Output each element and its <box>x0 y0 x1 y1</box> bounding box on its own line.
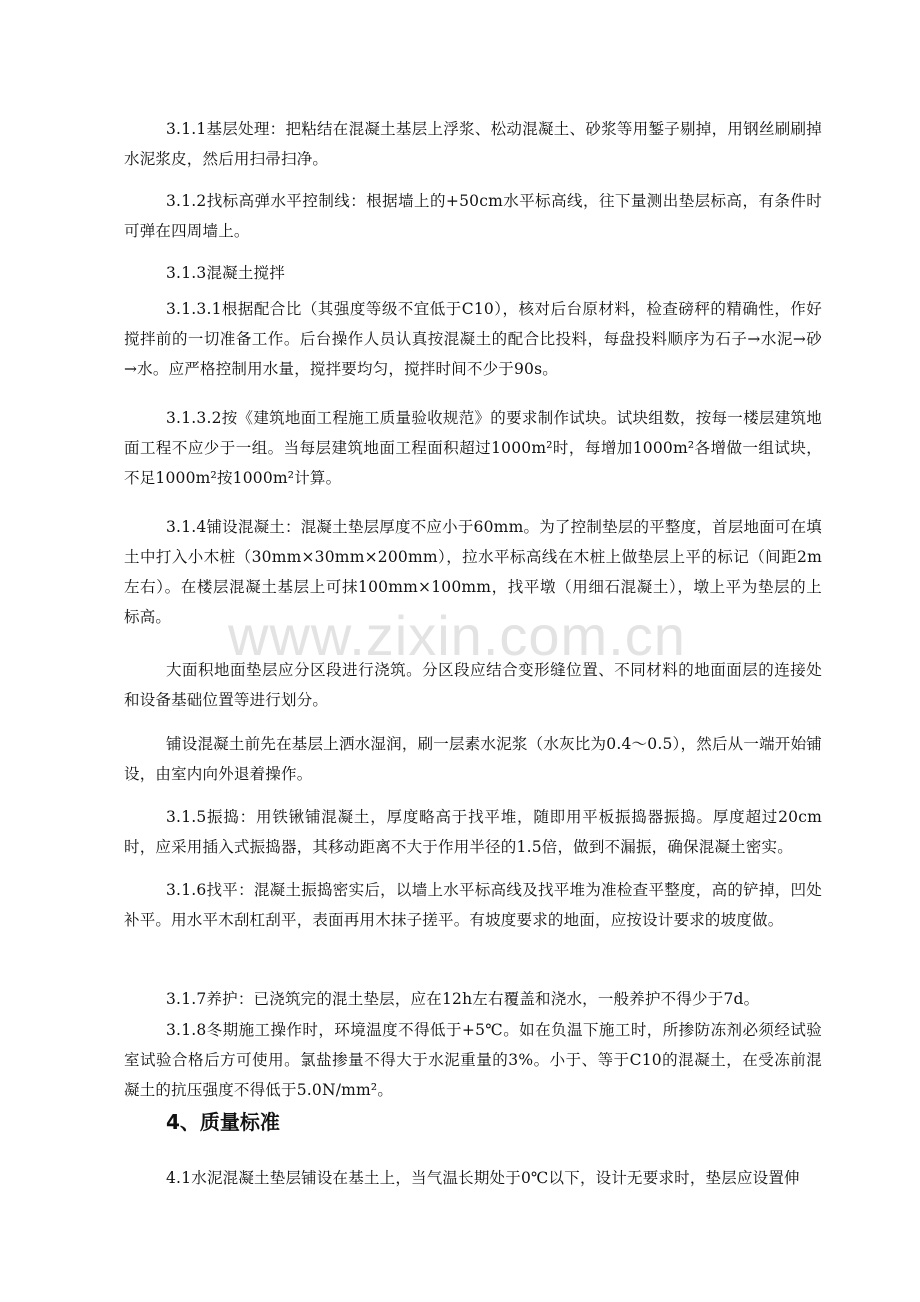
paragraph-zoning: 大面积地面垫层应分区段进行浇筑。分区段应结合变形缝位置、不同材料的地面面层的连接处和设备基础位置等进行划分。 <box>124 661 822 709</box>
watermark: www.zixin.com.cn <box>228 604 686 667</box>
paragraph-3-1-3-2: 3.1.3.2按《建筑地面工程施工质量验收规范》的要求制作试块。试块组数，按每一楼层建筑地面工程不应少于一组。当每层建筑地面工程面积超过1000m²时，每增加1000m²各增做一组试块，不足1000m²按1000m²计算。 <box>124 409 822 487</box>
paragraph-3-1-1: 3.1.1基层处理：把粘结在混凝土基层上浮浆、松动混凝土、砂浆等用錾子剔掉，用钢丝刷刷掉水泥浆皮，然后用扫帚扫净。 <box>124 120 822 168</box>
paragraph-4-1: 4.1水泥混凝土垫层铺设在基土上，当气温长期处于0℃以下，设计无要求时，垫层应设置伸 <box>166 1169 800 1187</box>
paragraph-3-1-3: 3.1.3混凝土搅拌 <box>166 264 285 282</box>
paragraph-3-1-5: 3.1.5振捣：用铁锹铺混凝土，厚度略高于找平堆，随即用平板振捣器振捣。厚度超过20cm时，应采用插入式振捣器，其移动距离不大于作用半径的1.5倍，做到不漏振，确保混凝土密实。 <box>124 808 822 856</box>
paragraph-3-1-8: 3.1.8冬期施工操作时，环境温度不得低于+5℃。如在负温下施工时，所掺防冻剂必须经试验室试验合格后方可使用。氯盐掺量不得大于水泥重量的3%。小于、等于C10的混凝土，在受冻前混凝土的抗压强度不得低于5.0N/mm²。 <box>124 1021 822 1099</box>
paragraph-3-1-6: 3.1.6找平：混凝土振捣密实后，以墙上水平标高线及找平堆为准检查平整度，高的铲掉，凹处补平。用水平木刮杠刮平，表面再用木抹子搓平。有坡度要求的地面，应按设计要求的坡度做。 <box>124 881 822 929</box>
section-heading: 4、质量标准 <box>166 1110 280 1134</box>
paragraph-3-1-2: 3.1.2找标高弹水平控制线：根据墙上的+50cm水平标高线，往下量测出垫层标高，有条件时可弹在四周墙上。 <box>124 192 822 240</box>
paragraph-3-1-3-1: 3.1.3.1根据配合比（其强度等级不宜低于C10），核对后台原材料，检查磅秤的精确性，作好搅拌前的一切准备工作。后台操作人员认真按混凝土的配合比投料，每盘投料顺序为石子→水泥→砂→水。应严格控制用水量，搅拌要均匀，搅拌时间不少于90s。 <box>124 300 822 378</box>
paragraph-3-1-7: 3.1.7养护：已浇筑完的混土垫层，应在12h左右覆盖和浇水，一般养护不得少于7d。 <box>166 990 760 1008</box>
paragraph-wetting: 铺设混凝土前先在基层上洒水湿润，刷一层素水泥浆（水灰比为0.4～0.5），然后从一端开始铺设，由室内向外退着操作。 <box>124 735 822 783</box>
paragraph-3-1-4: 3.1.4铺设混凝土：混凝土垫层厚度不应小于60mm。为了控制垫层的平整度，首层地面可在填土中打入小木桩（30mm×30mm×200mm），拉水平标高线在木桩上做垫层上平的标记（间距2m左右）。在楼层混凝土基层上可抹100mm×100mm，找平墩（用细石混凝土），墩上平为垫层的上标高。 <box>124 518 822 626</box>
